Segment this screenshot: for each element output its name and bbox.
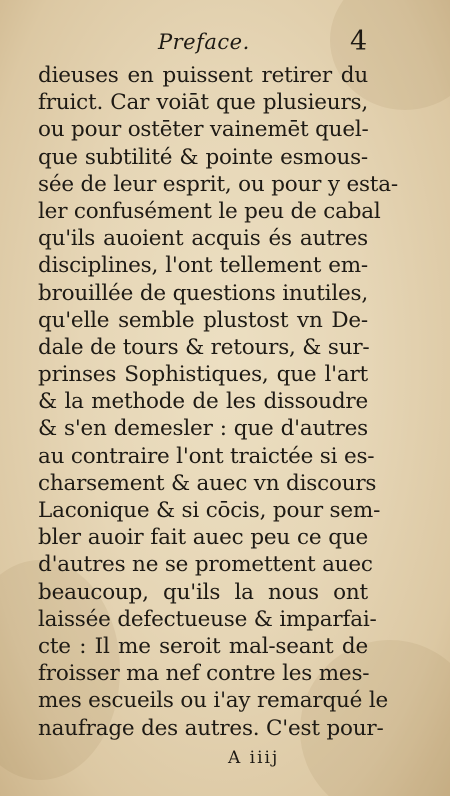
body-text: [38, 62, 398, 742]
text-line: beaucoup, qu'ils la nous ont: [38, 579, 368, 605]
text-line: laissée defectueuse & imparfai-: [38, 606, 377, 632]
text-line: cte : Il me seroit mal-seant de: [38, 633, 368, 659]
text-line: & la methode de les dissoudre: [38, 389, 368, 415]
text-line: qu'elle semble plustost vn De-: [38, 307, 368, 333]
running-head: [0, 26, 450, 58]
text-line: bler auoir fait auec peu ce que: [38, 525, 368, 551]
text-line: dale de tours & retours, & sur-: [38, 334, 370, 360]
text-line: ou pour ostēter vainemēt quel-: [38, 117, 369, 143]
printer-signature-mark: A iiij: [228, 748, 280, 768]
text-line: prinses Sophistiques, que l'art: [38, 362, 368, 388]
text-line: brouillée de questions inutiles,: [38, 280, 368, 306]
text-line: froisser ma nef contre les mes-: [38, 661, 370, 687]
text-line: ler confusément le peu de cabal: [38, 198, 381, 224]
text-line: fruict. Car voiāt que plusieurs,: [38, 90, 368, 116]
text-line: disciplines, l'ont tellement em-: [38, 253, 368, 279]
text-line: & s'en demesler : que d'autres: [38, 416, 368, 442]
text-line: Laconique & si cōcis, pour sem-: [38, 498, 381, 523]
running-head-title: Preface.: [158, 30, 250, 54]
text-line: charsement & auec vn discours: [38, 470, 377, 496]
text-line: que subtilité & pointe esmous-: [38, 144, 368, 170]
text-line: dieuses en puissent retirer du: [38, 63, 368, 88]
text-line: qu'ils auoient acquis és autres: [38, 226, 368, 252]
text-line: mes escueils ou i'ay remarqué le: [38, 688, 389, 714]
text-line: sée de leur esprit, ou pour y esta-: [38, 171, 398, 197]
text-line: au contraire l'ont traictée si es-: [38, 443, 375, 469]
page-number: 4: [350, 26, 368, 57]
text-line: d'autres ne se promettent auec: [38, 552, 373, 578]
text-line: naufrage des autres. C'est pour-: [38, 715, 384, 741]
